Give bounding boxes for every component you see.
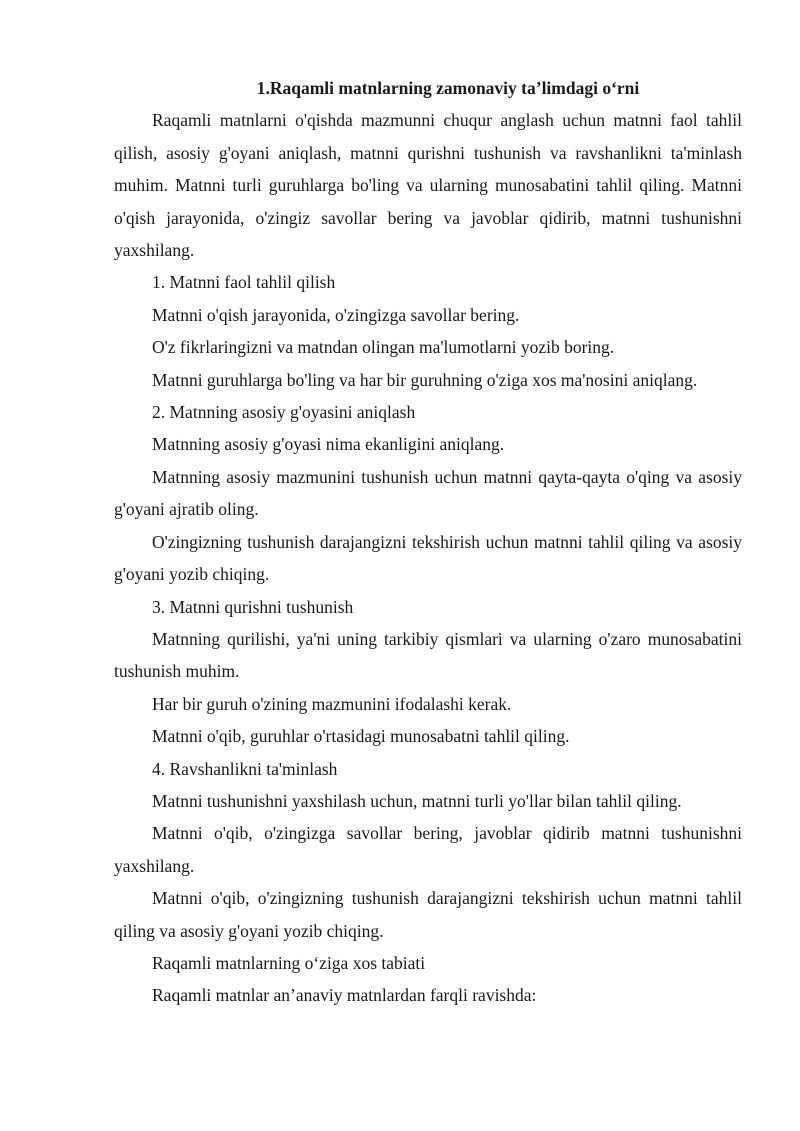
paragraph: Har bir guruh o'zining mazmunini ifodalashi kerak. <box>152 693 512 714</box>
paragraph: Matnning qurilishi, ya'ni uning tarkibiy qismlari va ularning o'zaro munosabatini tushunish muhim. <box>114 628 742 682</box>
section-title: 1.Raqamli matnlarning zamonaviy ta’limdagi o‘rni <box>256 78 640 98</box>
paragraph: Matnni o'qib, o'zingizga savollar bering, javoblar qidirib matnni tushunishni yaxshilang. <box>114 823 742 876</box>
paragraph: Raqamli matnlar an’anaviy matnlardan farqli ravishda: <box>152 985 537 1006</box>
heading-clarity: 4. Ravshanlikni ta'minlash <box>152 758 338 779</box>
paragraph: Matnni guruhlarga bo'ling va har bir guruhning o'ziga xos ma'nosini aniqlang. <box>152 369 698 390</box>
heading-main-idea: 2. Matnning asosiy g'oyasini aniqlash <box>152 402 416 423</box>
document-body <box>114 72 742 1012</box>
heading-digital-nature: Raqamli matnlarning o‘ziga xos tabiati <box>152 952 426 973</box>
paragraph: Matnni o'qib, guruhlar o'rtasidagi munosabatni tahlil qiling. <box>152 726 570 747</box>
paragraph: Matnning asosiy g'oyasi nima ekanligini aniqlang. <box>152 434 505 455</box>
paragraph: Matnning asosiy mazmunini tushunish uchun matnni qayta-qayta o'qing va asosiy g'oyani ajratib oling. <box>114 466 742 520</box>
paragraph: O'z fikrlaringizni va matndan olingan ma'lumotlarni yozib boring. <box>152 337 615 358</box>
paragraph: Matnni o'qish jarayonida, o'zingizga savollar bering. <box>152 304 520 325</box>
paragraph-intro: Raqamli matnlarni o'qishda mazmunni chuqur anglash uchun matnni faol tahlil qilish, asosiy g'oyani aniqlash, matnni qurishni tushunish va ravshanlikni ta'minlash muhim. Matnni turli guruhlarga bo'ling va ularning munosabatini tahlil qiling. Matnni o'qish jarayonida, o'zingiz savollar bering va javoblar qidirib, matnni tushunishni yaxshilang. <box>114 110 742 261</box>
paragraph: Matnni tushunishni yaxshilash uchun, matnni turli yo'llar bilan tahlil qiling. <box>152 790 682 811</box>
heading-text-structure: 3. Matnni qurishni tushunish <box>152 596 354 617</box>
paragraph: Matnni o'qib, o'zingizning tushunish darajangizni tekshirish uchun matnni tahlil qiling va asosiy g'oyani yozib chiqing. <box>114 888 742 941</box>
paragraph: O'zingizning tushunish darajangizni tekshirish uchun matnni tahlil qiling va asosiy g'oyani yozib chiqing. <box>114 531 742 585</box>
heading-active-analysis: 1. Matnni faol tahlil qilish <box>152 272 336 293</box>
